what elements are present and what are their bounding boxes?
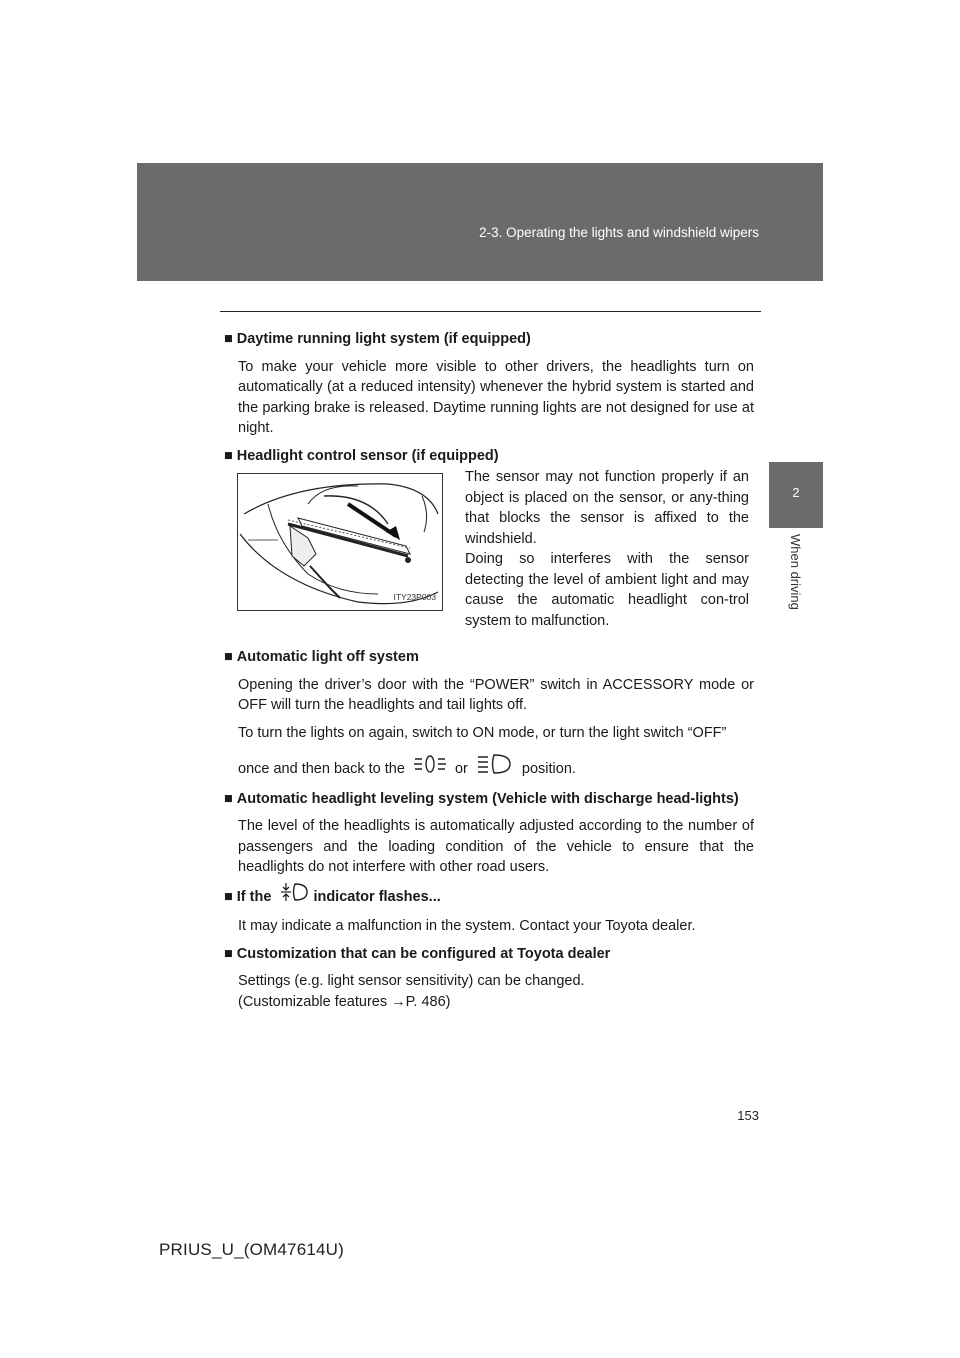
tail-light-icon: [413, 754, 447, 781]
auto-off-body-2-line-2: [238, 757, 754, 782]
drl-body: To make your vehicle more visible to other drivers, the headlights turn on automatically (at a reduced intensity) whenever the hybrid system is started and the parking brake is released. Daytime running lights are not designed for use at night.: [238, 358, 754, 436]
header-band: [137, 163, 823, 281]
indicator-heading: [224, 885, 754, 910]
page-number: 153: [737, 1108, 759, 1123]
auto-off-or-text: or: [454, 761, 468, 778]
sensor-body: The sensor may not function properly if an object is placed on the sensor, or any-thing that blocks the sensor is affixed to the windshield.: [465, 469, 749, 547]
auto-off-heading-text: Automatic light off system: [236, 649, 419, 665]
chapter-title: When driving: [788, 534, 803, 610]
bullet-square-icon: ■: [224, 331, 233, 347]
drl-heading-text: Daytime running light system (if equipped): [236, 331, 531, 347]
headlight-icon: [476, 753, 514, 782]
page-content: [224, 329, 754, 1019]
bullet-square-icon: ■: [224, 945, 233, 962]
custom-heading: [224, 944, 754, 965]
auto-off-heading: [224, 647, 754, 668]
leveling-body: The level of the headlights is automatically adjusted according to the number of passengers and the loading condition of the vehicle to ensure that the headlights do not interfere with other road users.: [238, 818, 754, 875]
auto-off-body: Opening the driver’s door with the “POWER” switch in ACCESSORY mode or OFF will turn the headlights and tail lights off.: [238, 676, 754, 713]
drl-heading: [224, 329, 754, 350]
bullet-square-icon: ■: [224, 649, 233, 665]
auto-off-body-2-line-1: To turn the lights on again, switch to ON mode, or turn the light switch “OFF”: [238, 724, 727, 741]
figure-code: ITY23P003: [393, 591, 436, 602]
chapter-tab[interactable]: [769, 462, 823, 528]
bullet-square-icon: ■: [224, 888, 233, 905]
auto-off-pre-text: once and then back to the: [238, 761, 405, 778]
bullet-square-icon: ■: [224, 790, 233, 807]
sensor-text: [465, 467, 749, 631]
section-title: 2-3. Operating the lights and windshield wipers: [479, 225, 759, 240]
custom-heading-text: Customization that can be configured at Toyota dealer: [236, 945, 611, 962]
headlight-leveling-icon: [279, 881, 309, 910]
custom-body: Settings (e.g. light sensor sensitivity) can be changed.: [238, 973, 585, 989]
sensor-block: [224, 469, 754, 638]
chapter-number: 2: [792, 485, 800, 500]
auto-off-post-text: position.: [521, 761, 576, 778]
indicator-heading-pre: If the: [236, 888, 272, 905]
footer-model-code: PRIUS_U_(OM47614U): [159, 1240, 344, 1259]
indicator-heading-post: indicator flashes...: [313, 888, 441, 905]
sensor-heading-text: Headlight control sensor (if equipped): [236, 447, 499, 464]
sensor-heading: [224, 446, 754, 467]
bullet-square-icon: ■: [224, 447, 233, 464]
indicator-body: It may indicate a malfunction in the system. Contact your Toyota dealer.: [238, 918, 696, 934]
custom-body-2[interactable]: (Customizable features →P. 486): [238, 993, 451, 1010]
sensor-illustration: [237, 473, 443, 611]
sensor-body-2: Doing so interferes with the sensor detecting the level of ambient light and may cause the automatic headlight con-trol system to malfunction.: [465, 551, 749, 629]
divider-rule: [220, 311, 761, 312]
leveling-heading: [224, 789, 754, 810]
leveling-heading-text: Automatic headlight leveling system (Vehicle with discharge head-lights): [236, 790, 739, 807]
